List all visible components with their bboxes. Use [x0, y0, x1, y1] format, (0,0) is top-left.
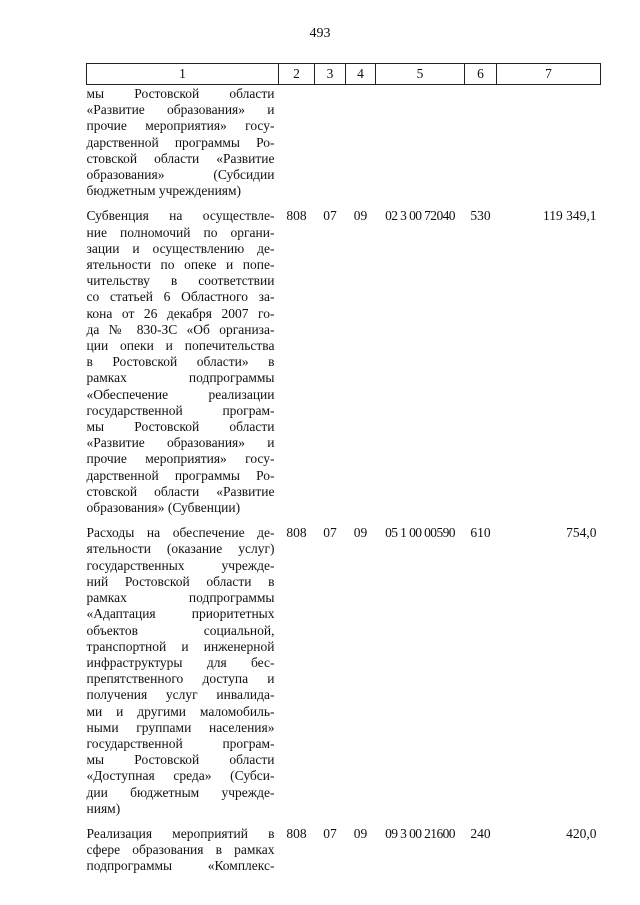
description-line: ние полномочий по органи-	[86, 224, 275, 240]
description-line: Расходы на обеспечение де-	[86, 525, 275, 541]
row-expense-type: 610	[470, 525, 491, 541]
description-line: бюджетным учреждениям)	[86, 183, 242, 199]
description-line: «Развитие образования» и	[86, 102, 275, 118]
description-line: государственных учрежде-	[86, 557, 275, 573]
description-line: транспортной и инженерной	[86, 638, 275, 654]
row-amount: 754,0	[566, 525, 597, 541]
row-description	[87, 525, 279, 826]
header-col-2: 2	[279, 64, 315, 85]
description-line: кона от 26 декабря 2007 го-	[86, 305, 275, 321]
row-ministry-code: 808	[286, 208, 307, 224]
description-line: мы Ростовской области	[86, 419, 275, 435]
description-line: ниям)	[86, 800, 121, 816]
description-line: инфраструктуры для бес-	[86, 654, 275, 670]
description-line: государственной програм-	[86, 402, 275, 418]
description-line: рамках подпрограммы	[86, 590, 275, 606]
description-line: ными группами населения»	[86, 719, 275, 735]
row-ministry-code	[279, 85, 315, 209]
description-line: ний Ростовской области в	[86, 573, 275, 589]
row-ministry-code: 808	[286, 825, 307, 841]
description-line: рамках подпрограммы	[86, 370, 275, 386]
row-subsection-code: 09	[353, 208, 368, 224]
header-col-6: 6	[465, 64, 497, 85]
description-line: дии бюджетным учрежде-	[86, 784, 275, 800]
table-row	[87, 85, 601, 209]
header-col-1: 1	[87, 64, 279, 85]
description-line: стовской области «Развитие	[86, 483, 275, 499]
budget-table	[86, 63, 601, 884]
row-amount	[497, 85, 601, 209]
description-line: ятельности (оказание услуг)	[86, 541, 275, 557]
header-col-5: 5	[376, 64, 465, 85]
table-row	[87, 525, 601, 826]
row-target-article: 09 3 00 21600	[385, 825, 455, 841]
description-line: образования» (Субсидии	[86, 167, 275, 183]
row-description	[87, 208, 279, 525]
table-row	[87, 208, 601, 525]
description-line: препятственного доступа и	[86, 671, 275, 687]
row-amount: 119 349,1	[543, 208, 597, 224]
row-target-article	[376, 85, 465, 209]
description-line: объектов социальной,	[86, 622, 275, 638]
description-line: ции опеки и попечительства	[86, 338, 275, 354]
description-line: чительству в соответствии	[86, 273, 275, 289]
row-section-code	[315, 85, 346, 209]
header-col-3: 3	[315, 64, 346, 85]
row-description	[87, 85, 279, 209]
description-line: дарственной программы Ро-	[86, 134, 275, 150]
row-expense-type: 530	[470, 208, 491, 224]
header-col-4: 4	[346, 64, 376, 85]
description-line: мы Ростовской области	[86, 86, 275, 101]
description-line: сфере образования в рамках	[86, 842, 275, 858]
row-section-code: 07	[323, 825, 337, 841]
row-ministry-code: 808	[286, 525, 307, 541]
row-target-article: 02 3 00 72040	[385, 208, 455, 224]
description-line: подпрограммы «Комплекс-	[86, 858, 275, 874]
description-line: образования» (Субвенции)	[86, 500, 241, 516]
page-number: 493	[309, 26, 331, 41]
description-line: государственной програм-	[86, 735, 275, 751]
table-row	[87, 826, 601, 884]
description-line: да № 830-ЗС «Об организа-	[86, 321, 275, 337]
description-line: Реализация мероприятий в	[86, 825, 275, 841]
description-line: «Обеспечение реализации	[86, 386, 275, 402]
row-target-article: 05 1 00 00590	[385, 525, 455, 541]
description-line: «Развитие образования» и	[86, 435, 275, 451]
description-line: в Ростовской области» в	[86, 354, 275, 370]
row-description	[87, 826, 279, 884]
description-line: Субвенция на осуществле-	[86, 208, 275, 224]
description-line: прочие мероприятия» госу-	[86, 118, 275, 134]
row-amount: 420,0	[566, 825, 597, 841]
description-line: «Доступная среда» (Субси-	[86, 768, 275, 784]
table-body	[87, 85, 601, 884]
description-line: прочие мероприятия» госу-	[86, 451, 275, 467]
table-header	[87, 64, 601, 85]
row-subsection-code: 09	[353, 825, 368, 841]
description-line: дарственной программы Ро-	[86, 467, 275, 483]
description-line: стовской области «Развитие	[86, 150, 275, 166]
row-subsection-code: 09	[353, 525, 368, 541]
description-line: мы Ростовской области	[86, 752, 275, 768]
row-section-code: 07	[323, 208, 337, 224]
row-expense-type	[465, 85, 497, 209]
description-line: зации и осуществлению де-	[86, 240, 275, 256]
description-line: «Адаптация приоритетных	[86, 606, 275, 622]
row-section-code: 07	[323, 525, 337, 541]
description-line: ятельности по опеке и попе-	[86, 257, 275, 273]
row-subsection-code	[346, 85, 376, 209]
row-expense-type: 240	[470, 825, 491, 841]
description-line: получения услуг инвалида-	[86, 687, 275, 703]
header-col-7: 7	[497, 64, 601, 85]
description-line: ми и другими маломобиль-	[86, 703, 275, 719]
description-line: со статьей 6 Областного за-	[86, 289, 275, 305]
